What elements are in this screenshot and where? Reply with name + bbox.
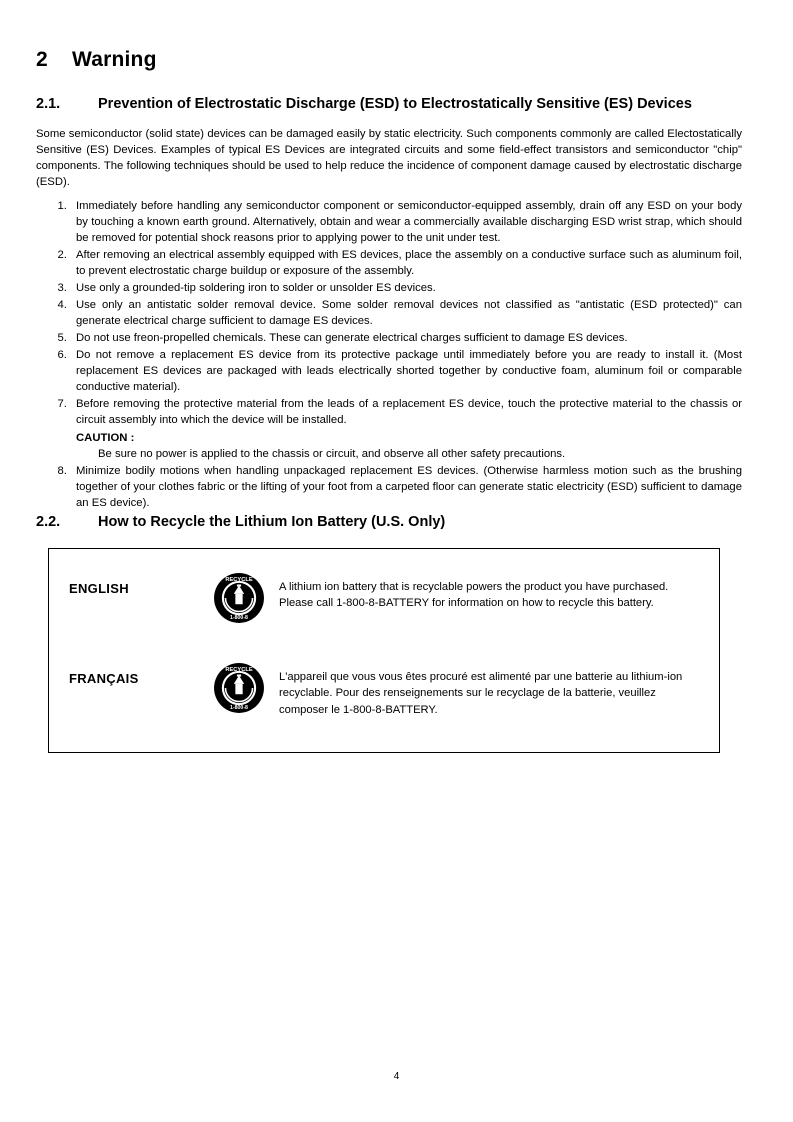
list-item: 1. Immediately before handling any semiconductor component or semiconductor-equipped assembly, drain off any ESD on your body by touching a known earth ground. Alternatively, obtain and wear a commercially available discharging ESD wrist strap, which should be removed for potential shock reasons prior to applying power to the unit under test. bbox=[70, 198, 742, 246]
page-number: 4 bbox=[393, 1071, 400, 1082]
recycle-info-box bbox=[48, 548, 720, 753]
section-heading-21 bbox=[36, 94, 742, 116]
recycle-seal-icon bbox=[199, 569, 279, 624]
list-item: 5. Do not use freon-propelled chemicals. These can generate electrical charges sufficient to damage ES devices. bbox=[70, 330, 742, 346]
list-item: 3. Use only a grounded-tip soldering iron to solder or unsolder ES devices. bbox=[70, 280, 742, 296]
list-item: 6. Do not remove a replacement ES device from its protective package until immediately before you are ready to install it. (Most replacement ES devices are packaged with leads electrically shorted together by conductive foam, aluminum foil or comparable conductive material). bbox=[70, 347, 742, 395]
recycle-text-english: A lithium ion battery that is recyclable powers the product you have purchased. Please call 1-800-8-BATTERY for information on how to recycle this battery. bbox=[279, 581, 669, 610]
recycle-language-label: FRANÇAIS bbox=[69, 671, 139, 687]
chapter-number: 2 bbox=[36, 48, 48, 71]
list-item: 8. Minimize bodily motions when handling unpackaged replacement ES devices. (Otherwise harmless motion such as the brushing together of your clothes fabric or the lifting of your foot from a carpeted floor can generate static electricity (ESD) sufficient to damage an ES device). bbox=[70, 463, 742, 511]
recycle-row-english bbox=[49, 569, 719, 659]
svg-text:RECYCLE: RECYCLE bbox=[225, 577, 253, 584]
svg-text:1-800-8: 1-800-8 bbox=[230, 705, 248, 712]
list-item bbox=[70, 396, 742, 462]
chapter-heading bbox=[36, 48, 742, 72]
section-heading-22 bbox=[36, 512, 742, 534]
esd-intro-paragraph: Some semiconductor (solid state) devices can be damaged easily by static electricity. Such components commonly are called Electostatically Sensitive (ES) Devices. Examples of typical ES Devices are integrated circuits and some field-effect transistors and semiconductor "chip" components. The following techniques should be used to help reduce the incidence of component damage caused by electrostatic discharge (ESD). bbox=[36, 127, 742, 188]
section-title-22: How to Recycle the Lithium Ion Battery (U.S. Only) bbox=[98, 514, 446, 531]
caution-label: CAUTION : bbox=[76, 432, 135, 445]
recycle-seal-icon bbox=[199, 659, 279, 714]
section-number-22: 2.2. bbox=[36, 514, 61, 531]
section-number-21: 2.1. bbox=[36, 96, 61, 112]
list-item-text: Before removing the protective material from the leads of a replacement ES device, touch the protective material to the chassis or circuit assembly into which the device will be installed. bbox=[76, 398, 742, 427]
page-content bbox=[36, 48, 742, 753]
esd-steps-list bbox=[36, 198, 742, 512]
svg-text:1-800-8: 1-800-8 bbox=[230, 615, 248, 622]
svg-text:RECYCLE: RECYCLE bbox=[225, 667, 253, 674]
list-item: 2. After removing an electrical assembly equipped with ES devices, place the assembly on a conductive surface such as aluminum foil, to prevent electrostatic charge buildup or exposure of the assembly. bbox=[70, 247, 742, 279]
section-title-21: Prevention of Electrostatic Discharge (ESD) to Electrostatically Sensitive (ES) Devices bbox=[98, 96, 692, 112]
list-item: 4. Use only an antistatic solder removal device. Some solder removal devices not classified as "antistatic (ESD protected)" can generate electrical charge sufficient to damage ES devices. bbox=[70, 297, 742, 329]
recycle-row-francais bbox=[49, 659, 719, 749]
recycle-text-francais: L'appareil que vous vous êtes procuré est alimenté par une batterie au lithium-ion recyclable. Pour des renseignements sur le recyclage de la batterie, veuillez composer le 1-800-8-BATTERY. bbox=[279, 671, 683, 716]
recycle-language-label: ENGLISH bbox=[69, 581, 129, 597]
caution-text: Be sure no power is applied to the chassis or circuit, and observe all other safety precautions. bbox=[98, 448, 566, 461]
chapter-title: Warning bbox=[72, 48, 157, 71]
